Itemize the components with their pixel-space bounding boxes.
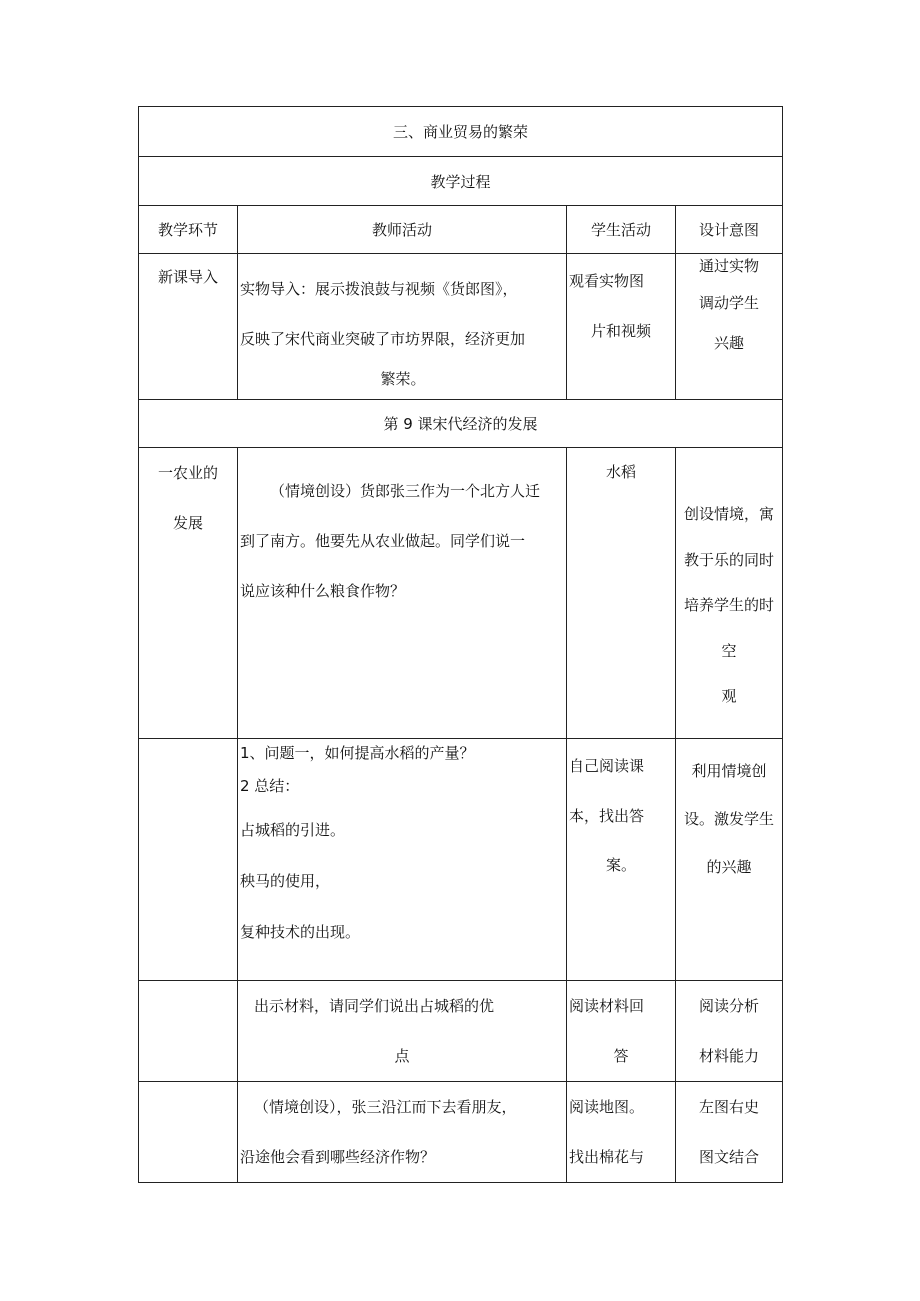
question-stage-empty <box>139 739 238 981</box>
material-design: 阅读分析 材料能力 <box>676 981 783 1082</box>
agri-row <box>139 448 783 739</box>
intro-student: 观看实物图 片和视频 <box>567 254 676 400</box>
header-stage: 教学环节 <box>139 206 238 254</box>
header-teacher: 教师活动 <box>238 206 567 254</box>
material-row <box>139 981 783 1082</box>
agri-student: 水稻 <box>567 448 676 739</box>
agri-stage: 一农业的 发展 <box>139 448 238 739</box>
intro-row <box>139 254 783 400</box>
river-stage-empty <box>139 1082 238 1183</box>
river-student: 阅读地图。 找出棉花与 <box>567 1082 676 1183</box>
process-title: 教学过程 <box>139 157 783 206</box>
header-row <box>139 206 783 254</box>
river-row <box>139 1082 783 1183</box>
material-student: 阅读材料回 答 <box>567 981 676 1082</box>
river-design: 左图右史 图文结合 <box>676 1082 783 1183</box>
material-teacher: 出示材料，请同学们说出占城稻的优 点 <box>238 981 567 1082</box>
lesson-title-row <box>139 400 783 448</box>
agri-teacher: （情境创设）货郎张三作为一个北方人迁 到了南方。他要先从农业做起。同学们说一 说应该种什么粮食作物？ <box>238 448 567 739</box>
process-title-row <box>139 157 783 206</box>
question-design: 利用情境创 设。激发学生 的兴趣 <box>676 739 783 981</box>
section-title-row <box>139 107 783 157</box>
header-student: 学生活动 <box>567 206 676 254</box>
section-title: 三、商业贸易的繁荣 <box>139 107 783 157</box>
intro-stage: 新课导入 <box>139 254 238 400</box>
question-student: 自己阅读课 本，找出答 案。 <box>567 739 676 981</box>
header-design: 设计意图 <box>676 206 783 254</box>
lesson-title: 第 9 课宋代经济的发展 <box>139 400 783 448</box>
river-teacher: （情境创设），张三沿江而下去看朋友， 沿途他会看到哪些经济作物？ <box>238 1082 567 1183</box>
intro-teacher: 实物导入：展示拨浪鼓与视频《货郎图》， 反映了宋代商业突破了市坊界限，经济更加 繁荣。 <box>238 254 567 400</box>
question-row <box>139 739 783 981</box>
lesson-plan-table <box>138 106 783 1183</box>
intro-design: 通过实物 调动学生 兴趣 <box>676 254 783 400</box>
question-teacher: 1、问题一，如何提高水稻的产量？ 2 总结： 占城稻的引进。 秧马的使用， 复种技术的出现。 <box>238 739 567 981</box>
agri-design: 创设情境，寓 教于乐的同时 培养学生的时 空 观 <box>676 448 783 739</box>
material-stage-empty <box>139 981 238 1082</box>
